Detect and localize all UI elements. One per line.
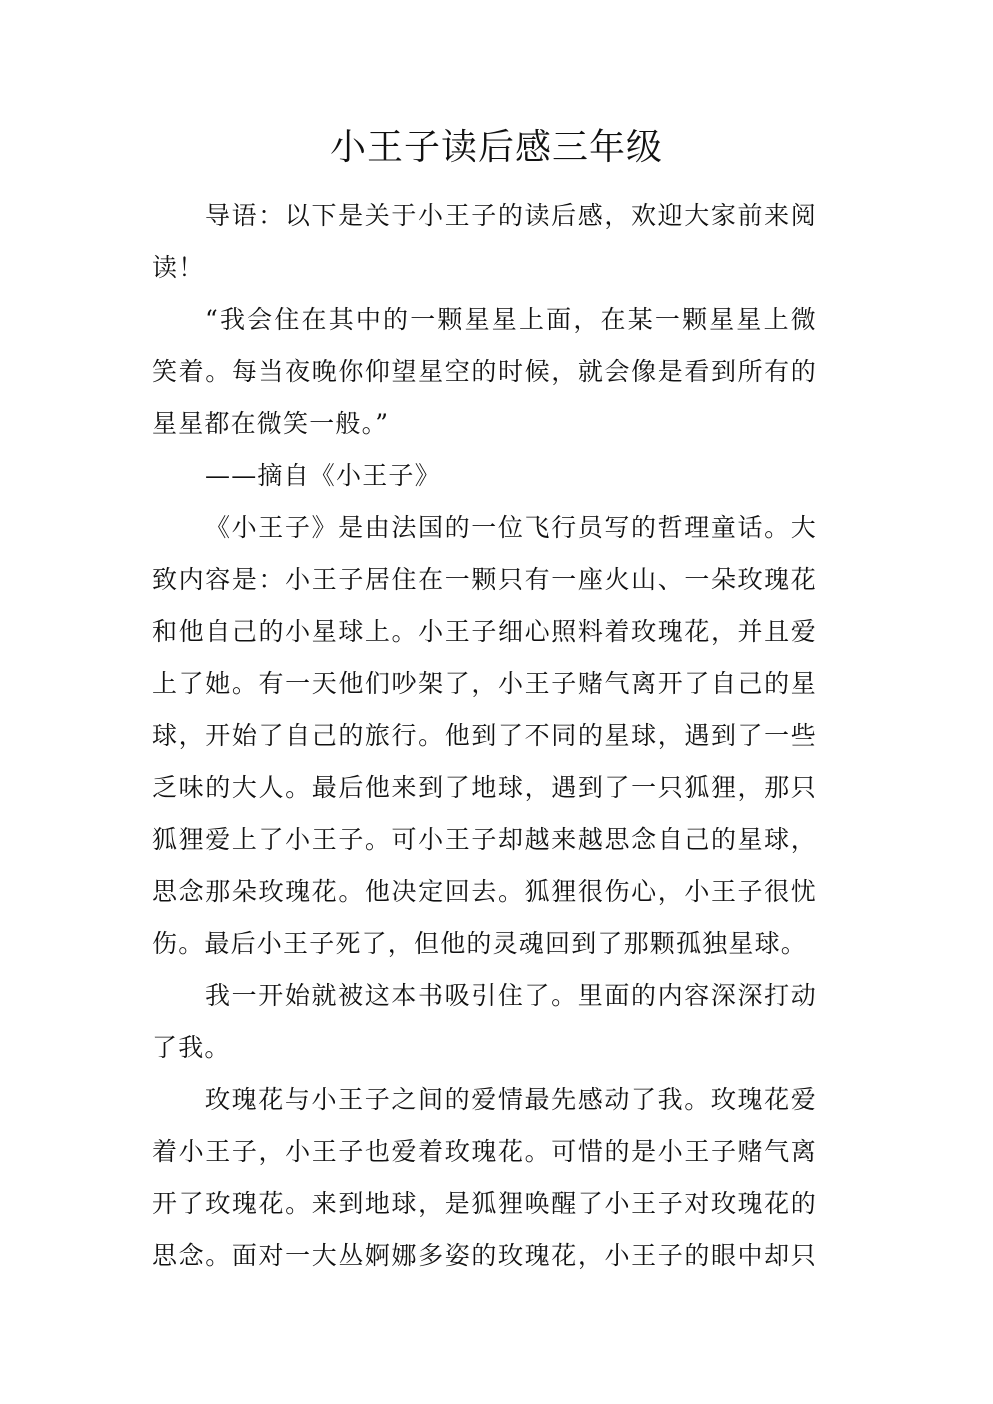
text-line: 了我。 <box>152 1033 231 1062</box>
text-line: 思念那朵玫瑰花。他决定回去。狐狸很伤心，小王子很忧 <box>152 877 817 906</box>
text-line: 思念。面对一大丛婀娜多姿的玫瑰花，小王子的眼中却只 <box>152 1241 817 1270</box>
text-line: 球，开始了自己的旅行。他到了不同的星球，遇到了一些 <box>152 721 817 750</box>
text-line: 导语：以下是关于小王子的读后感，欢迎大家前来阅 <box>205 201 817 230</box>
paragraph-summary <box>152 502 817 970</box>
text-line: 开了玫瑰花。来到地球，是狐狸唤醒了小王子对玫瑰花的 <box>152 1189 817 1218</box>
paragraph-quote-source <box>152 450 817 502</box>
text-line: 上了她。有一天他们吵架了，小王子赌气离开了自己的星 <box>152 669 817 698</box>
text-line: 我一开始就被这本书吸引住了。里面的内容深深打动 <box>205 981 817 1010</box>
document-body <box>152 190 817 1282</box>
text-line: 狐狸爱上了小王子。可小王子却越来越思念自己的星球， <box>152 825 817 854</box>
text-line: 着小王子，小王子也爱着玫瑰花。可惜的是小王子赌气离 <box>152 1137 817 1166</box>
text-line: “我会住在其中的一颗星星上面，在某一颗星星上微 <box>205 305 817 334</box>
text-line: 致内容是：小王子居住在一颗只有一座火山、一朵玫瑰花 <box>152 565 817 594</box>
paragraph-intro <box>152 190 817 294</box>
text-line: 笑着。每当夜晚你仰望星空的时候，就会像是看到所有的 <box>152 357 817 386</box>
text-line: 玫瑰花与小王子之间的爱情最先感动了我。玫瑰花爱 <box>205 1085 817 1114</box>
text-line: 伤。最后小王子死了，但他的灵魂回到了那颗孤独星球。 <box>152 929 808 958</box>
text-line: 乏味的大人。最后他来到了地球，遇到了一只狐狸，那只 <box>152 773 817 802</box>
text-line: 星星都在微笑一般。” <box>152 409 390 438</box>
text-line: 和他自己的小星球上。小王子细心照料着玫瑰花，并且爱 <box>152 617 817 646</box>
document-title: 小王子读后感三年级 <box>329 127 663 168</box>
paragraph-impression <box>152 970 817 1074</box>
text-line: 读！ <box>152 253 205 282</box>
paragraph-quote <box>152 294 817 450</box>
text-line: 《小王子》是由法国的一位飞行员写的哲理童话。大 <box>205 513 817 542</box>
text-line: ——摘自《小王子》 <box>205 461 441 490</box>
paragraph-love <box>152 1074 817 1282</box>
